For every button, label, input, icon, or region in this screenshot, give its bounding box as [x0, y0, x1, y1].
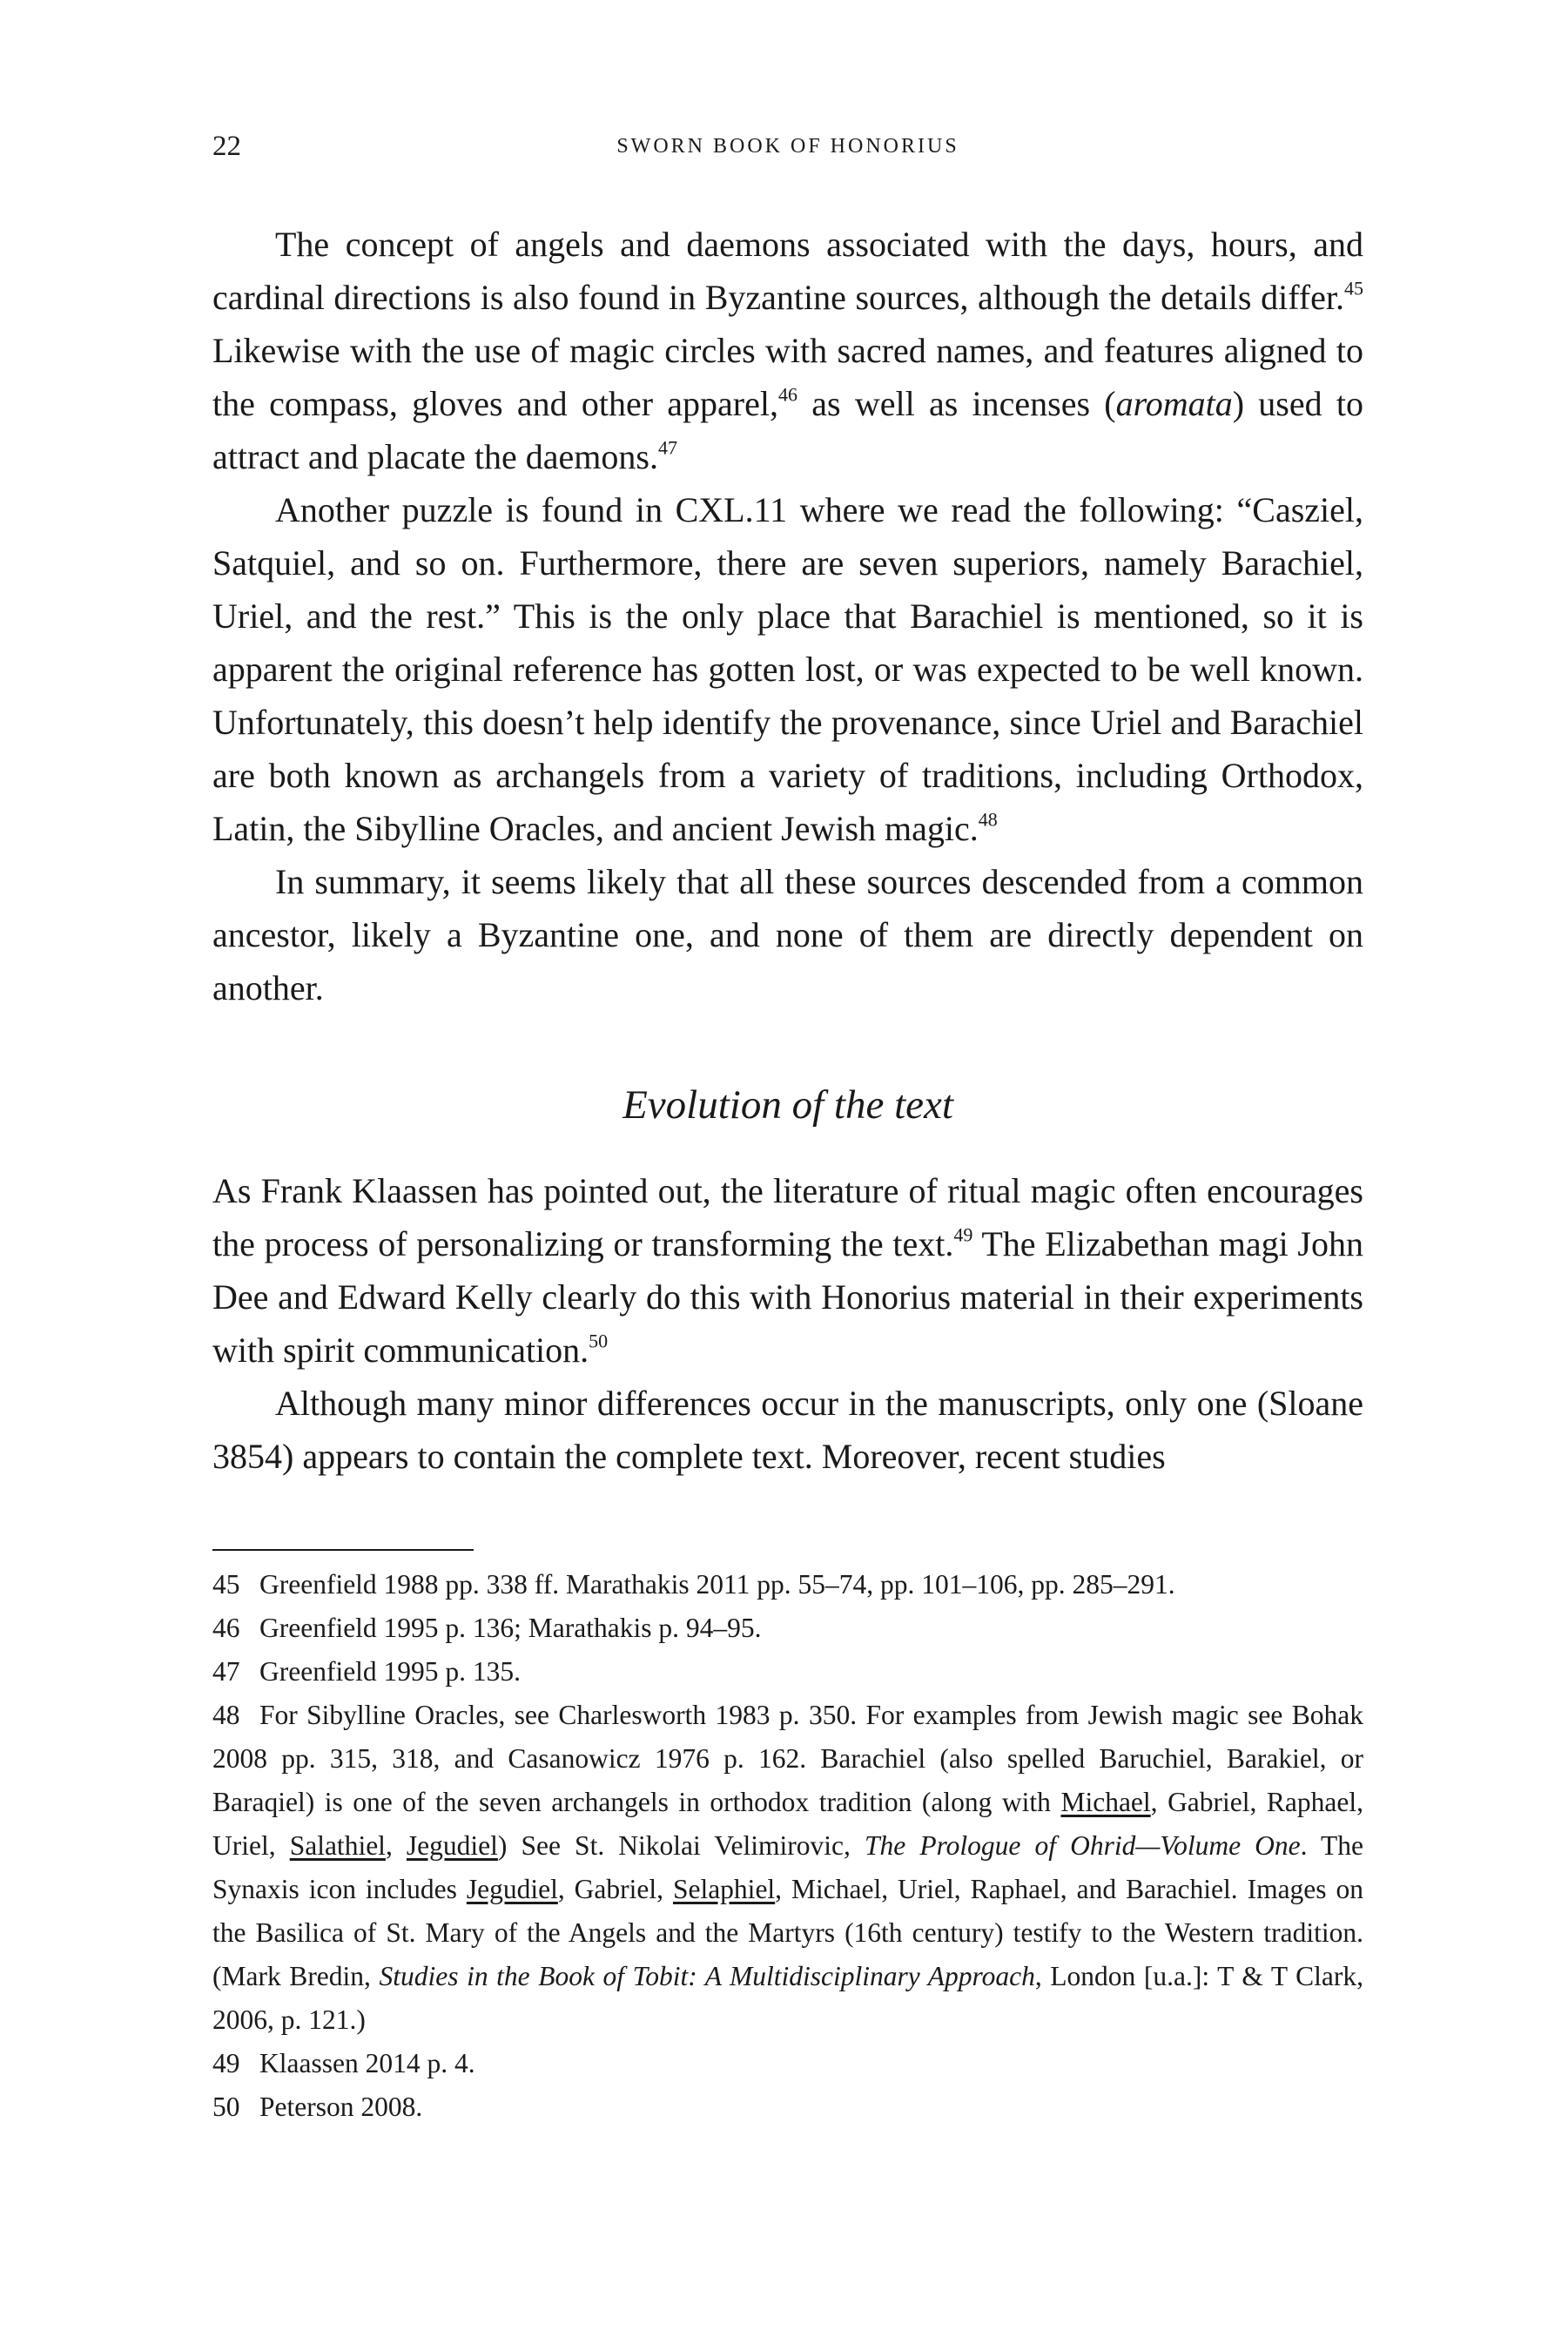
footnote-ref-48[interactable]: 48 [978, 808, 998, 831]
link-michael[interactable]: Michael [1060, 1787, 1151, 1817]
footnote-ref-50[interactable]: 50 [589, 1330, 609, 1352]
italic-title: The Prologue of Ohrid—Volume One [864, 1830, 1301, 1861]
footnote-49: 49 Klaassen 2014 p. 4. [212, 2042, 1363, 2085]
link-jegudiel-2[interactable]: Jegudiel [466, 1874, 558, 1904]
footnote-ref-46[interactable]: 46 [777, 383, 797, 406]
paragraph-3: In summary, it seems likely that all these sources descended from a common ancestor, likely a Byzantine one, and none of them are directly dependent on another. [212, 862, 1363, 1007]
footnote-ref-47[interactable]: 47 [657, 436, 677, 459]
footnote-ref-45[interactable]: 45 [1344, 277, 1363, 300]
footnote-ref-49[interactable]: 49 [953, 1223, 973, 1246]
footnote-number: 46 [212, 1613, 240, 1643]
footnote-number: 49 [212, 2048, 240, 2078]
section-heading: Evolution of the text [622, 1082, 953, 1128]
footnote-45: 45 Greenfield 1988 pp. 338 ff. Marathakis 2011 pp. 55–74, pp. 101–106, pp. 285–291. [212, 1563, 1363, 1607]
footnote-number: 45 [212, 1569, 240, 1600]
link-salathiel[interactable]: Salathiel [289, 1830, 386, 1861]
footnote-47: 47 Greenfield 1995 p. 135. [212, 1650, 1363, 1694]
paragraph-4: As Frank Klaassen has pointed out, the literature of ritual magic often encourages the process of personalizing or transforming the text.$^{49}$ The Elizabethan magi John Dee and Edward Kelly clearly do this with Honorius material in their experiments with spirit communication.$^{50}$ [212, 1171, 1363, 1370]
italic-term: aromata [1115, 384, 1233, 423]
footnote-number: 50 [212, 2092, 240, 2122]
footnote-50: 50 Peterson 2008. [212, 2085, 1363, 2129]
paragraph-1: The concept of angels and daemons associated with the days, hours, and cardinal directions is also found in Byzantine sources, although the details differ.$^{45}$ Likewise with the use of magic circles with sacred names, and features aligned to the compass, gloves and other apparel,$^{46}$ as well as incenses (aromata) used to attract and placate the daemons.$^{47}$ [212, 225, 1363, 476]
paragraph-2: Another puzzle is found in CXL.11 where we read the following: “Casziel, Satquiel, and so on. Furthermore, there are seven superiors, namely Barachiel, Uriel, and the rest.” This is the only place that Barachiel is mentioned, so it is apparent the original reference has gotten lost, or was expected to be well known. Unfortunately, this doesn’t help identify the provenance, since Uriel and Barachiel are both known as archangels from a variety of traditions, including Orthodox, Latin, the Sibylline Oracles, and ancient Jewish magic.$^{48}$ [212, 490, 1363, 848]
footnote-number: 48 [212, 1700, 240, 1730]
italic-book-title: Studies in the Book of Tobit: A Multidisciplinary Approach [379, 1961, 1035, 1991]
running-title: SWORN BOOK OF HONORIUS [616, 135, 959, 158]
footnote-46: 46 Greenfield 1995 p. 136; Marathakis p. 94–95. [212, 1607, 1363, 1650]
footnote-48: 48 For Sibylline Oracles, see Charlesworth 1983 p. 350. For examples from Jewish magic see Bohak 2008 pp. 315, 318, and Casanowicz 1976 p. 162. Barachiel (also spelled Baruchiel, Barakiel, or Baraqiel) is one of the seven archangels in orthodox tradition (along with Michael, Gabriel, Raphael, Uriel, Salathiel, Jegudiel) See St. Nikolai Velimirovic, The Prologue of Ohrid—Volume One. The Synaxis icon includes Jegudiel, Gabriel, Selaphiel, Michael, Uriel, Raphael, and Barachiel. Images on the Basilica of St. Mary of the Angels and the Martyrs (16th century) testify to the Western tradition. (Mark Bredin, Studies in the Book of Tobit: A Multidisciplinary Approach, London [u.a.]: T & T Clark, 2006, p. 121.) [212, 1694, 1363, 2042]
link-jegudiel[interactable]: Jegudiel [406, 1830, 498, 1861]
main-text [212, 218, 1363, 1483]
page-number: 22 [212, 131, 241, 162]
paragraph-5: Although many minor differences occur in the manuscripts, only one (Sloane 3854) appears to contain the complete text. Moreover, recent studies [212, 1384, 1363, 1476]
footnotes [212, 1563, 1363, 2129]
running-head [212, 129, 1363, 164]
footnote-number: 47 [212, 1656, 240, 1687]
link-selaphiel[interactable]: Selaphiel [672, 1874, 776, 1904]
footnote-divider [212, 1549, 474, 1551]
